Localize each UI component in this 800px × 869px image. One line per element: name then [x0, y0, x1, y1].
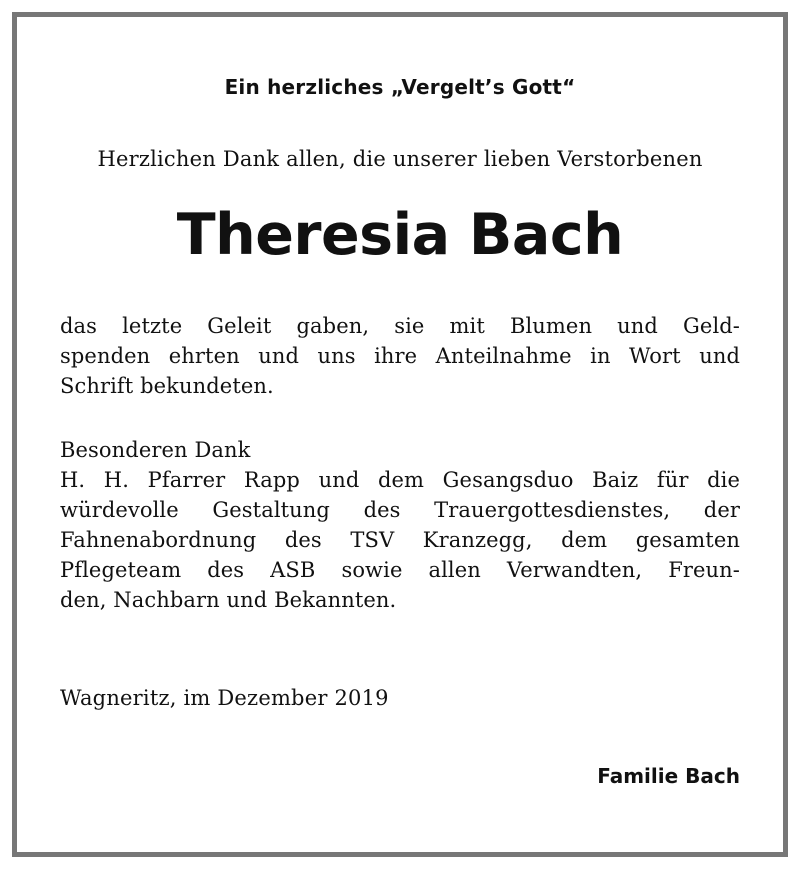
paragraph-line: den, Nachbarn und Bekannten.	[60, 588, 397, 612]
paragraph-line: spenden ehrten und uns ihre Anteilnahme in Wort und	[60, 344, 740, 368]
paragraph-line: Pflegeteam des ASB sowie allen Verwandten, Freun-	[60, 558, 740, 582]
deceased-name: Theresia Bach	[176, 202, 624, 268]
notice-content	[60, 17, 740, 852]
notice-frame	[12, 12, 788, 857]
notice-heading: Ein herzliches „Vergelt’s Gott“	[224, 75, 576, 99]
family-signature: Familie Bach	[597, 764, 740, 788]
intro-text: Herzlichen Dank allen, die unserer lieben Verstorbenen	[97, 147, 703, 171]
thanks-paragraph	[60, 311, 740, 401]
paragraph-line: das letzte Geleit gaben, sie mit Blumen und Geld-	[60, 314, 740, 338]
place-date: Wagneritz, im Dezember 2019	[60, 686, 389, 710]
paragraph-line: würdevolle Gestaltung des Trauergottesdienstes, der	[60, 498, 740, 522]
special-thanks-heading: Besonderen Dank	[60, 438, 251, 462]
paragraph-line: H. H. Pfarrer Rapp und dem Gesangsduo Baiz für die	[60, 468, 740, 492]
paragraph-line: Fahnenabordnung des TSV Kranzegg, dem gesamten	[60, 528, 740, 552]
special-thanks-paragraph	[60, 435, 740, 615]
paragraph-line: Schrift bekundeten.	[60, 374, 274, 398]
